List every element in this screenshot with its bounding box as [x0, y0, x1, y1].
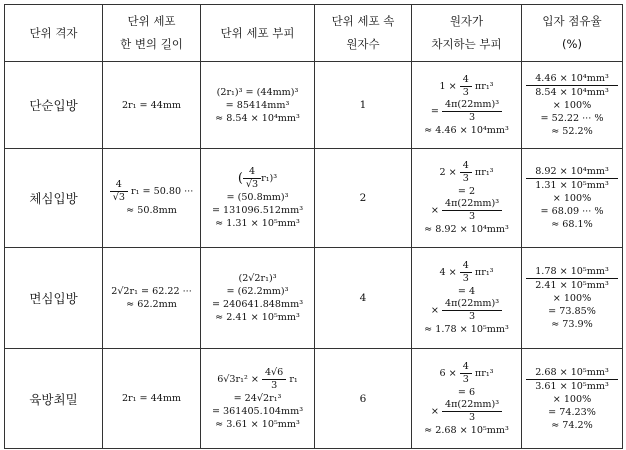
edge-length-cell: $\frac{4}{√3}$ r₁ = 50.80 ··· ≈ 50.8mm [103, 149, 201, 248]
packing-ratio-cell: 8.92 × 10⁴mm³ 1.31 × 10⁵mm³ × 100% = 68.09 ··· % ≈ 68.1% [522, 149, 623, 248]
edge-length-cell: 2r₁ = 44mm [103, 349, 201, 449]
volume-cell: (2√2r₁)³ = (62.2mm)³ = 240641.848mm³ ≈ 2.41 × 10⁵mm³ [201, 248, 315, 349]
table-row [5, 149, 623, 248]
header-atom-count: 단위 세포 속 원자수 [315, 5, 412, 62]
lattice-name: 면심입방 [5, 248, 103, 349]
atom-count: 4 [315, 248, 412, 349]
header-cell-volume: 단위 세포 부피 [201, 5, 315, 62]
header-packing-ratio: 입자 점유율 (%) [522, 5, 623, 62]
volume-cell: (2r₁)³ = (44mm)³ = 85414mm³ ≈ 8.54 × 10⁴mm³ [201, 62, 315, 149]
atom-volume-cell: 4 × $\frac{4}{3}$ πr₁³ = 4 × $\frac{\text{4π(22mm)³}}{3}$ ≈ 1.78 × 10⁵mm³ [412, 248, 522, 349]
header-edge-length: 단위 세포 한 변의 길이 [103, 5, 201, 62]
volume-cell: ( $\frac{4}{√3}$ r₁)³ = (50.8mm)³ = 131096.512mm³ ≈ 1.31 × 10⁵mm³ [201, 149, 315, 248]
atom-count: 2 [315, 149, 412, 248]
packing-ratio-cell: 1.78 × 10⁵mm³ 2.41 × 10⁵mm³ × 100% = 73.85% ≈ 73.9% [522, 248, 623, 349]
edge-length-cell: 2r₁ = 44mm [103, 62, 201, 149]
lattice-name: 육방최밀 [5, 349, 103, 449]
header-row [5, 5, 623, 62]
atom-volume-cell: 1 × $\frac{4}{3}$ πr₁³ = $\frac{\text{4π(22mm)³}}{3}$ ≈ 4.46 × 10⁴mm³ [412, 62, 522, 149]
table-row [5, 248, 623, 349]
lattice-name: 단순입방 [5, 62, 103, 149]
header-atom-volume: 원자가 차지하는 부피 [412, 5, 522, 62]
atom-volume-cell: 2 × $\frac{4}{3}$ πr₁³ = 2 × $\frac{\text{4π(22mm)³}}{3}$ ≈ 8.92 × 10⁴mm³ [412, 149, 522, 248]
atom-volume-cell: 6 × $\frac{4}{3}$ πr₁³ = 6 × $\frac{\text{4π(22mm)³}}{3}$ ≈ 2.68 × 10⁵mm³ [412, 349, 522, 449]
header-lattice: 단위 격자 [5, 5, 103, 62]
packing-ratio-cell: 4.46 × 10⁴mm³ 8.54 × 10⁴mm³ × 100% = 52.22 ··· % ≈ 52.2% [522, 62, 623, 149]
table-row [5, 62, 623, 149]
edge-length-cell: 2√2r₁ = 62.22 ··· ≈ 62.2mm [103, 248, 201, 349]
crystal-lattice-table [4, 4, 623, 449]
lattice-name: 체심입방 [5, 149, 103, 248]
atom-count: 6 [315, 349, 412, 449]
packing-ratio-cell: 2.68 × 10⁵mm³ 3.61 × 10⁵mm³ × 100% = 74.23% ≈ 74.2% [522, 349, 623, 449]
volume-cell: 6√3r₁² × $\frac{4√6}{3}$ r₁ = 24√2r₁³ = 361405.104mm³ ≈ 3.61 × 10⁵mm³ [201, 349, 315, 449]
table-row [5, 349, 623, 449]
atom-count: 1 [315, 62, 412, 149]
